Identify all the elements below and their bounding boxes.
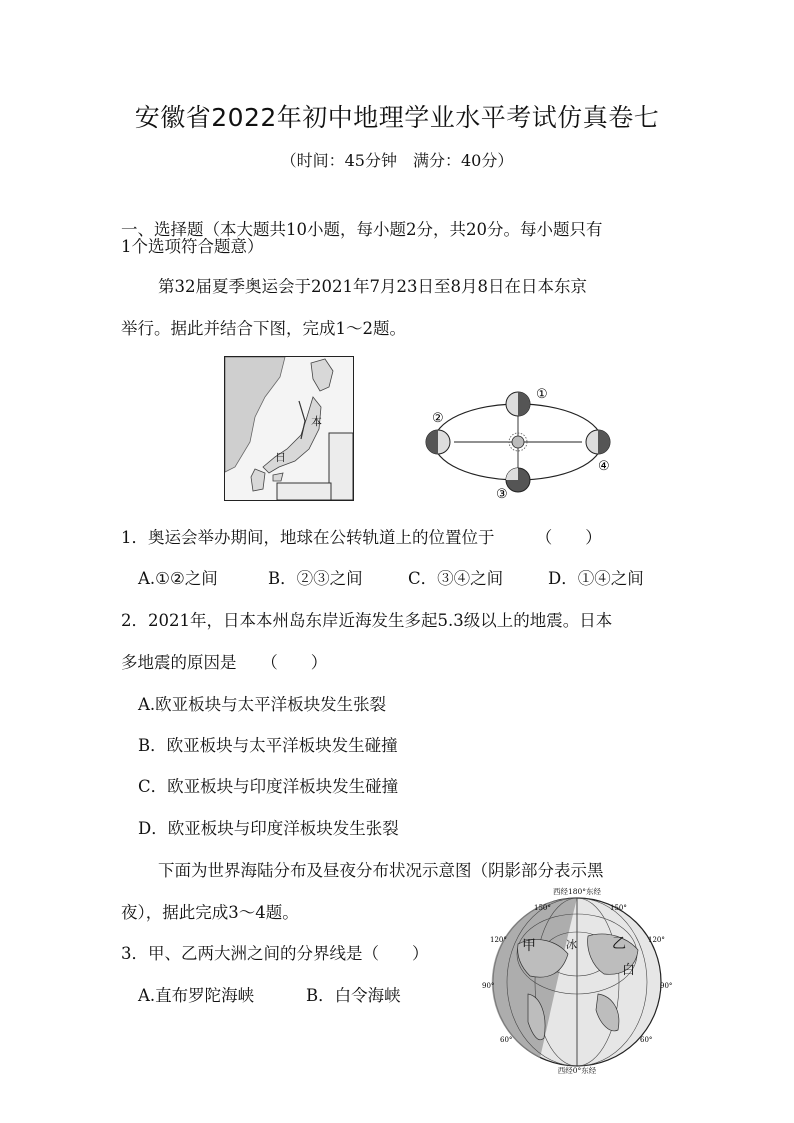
section-heading-cont: 1个选项符合题意） <box>121 237 264 256</box>
orbit-position-3: ③ <box>496 487 508 502</box>
passage-day-night: 下面为世界海陆分布及昼夜分布状况示意图（阴影部分表示黑 <box>158 861 604 880</box>
degree-90-w: 90° <box>482 982 495 990</box>
orbit-position-1: ① <box>536 387 548 402</box>
exam-info: （时间：45分钟 满分：40分） <box>280 151 514 170</box>
label-bai-partial: 白 <box>622 963 636 978</box>
world-globe-drawing <box>478 884 676 1074</box>
passage-olympics: 第32届夏季奥运会于2021年7月23日至8月8日在日本东京 <box>158 277 587 296</box>
globe-top-label: 西经180°东经 <box>552 887 602 896</box>
section-heading: 一、选择题（本大题共10小题，每小题2分，共20分。每小题只有 <box>121 220 603 239</box>
question-1: 1．奥运会举办期间，地球在公转轨道上的位置位于 （ ） <box>121 528 602 547</box>
passage-olympics-cont: 举行。据此并结合下图，完成1～2题。 <box>121 319 406 338</box>
degree-90-e: 90° <box>660 982 673 990</box>
degree-150-e: 150° <box>610 904 627 912</box>
q2-option-c: C．欧亚板块与印度洋板块发生碰撞 <box>138 777 399 796</box>
question-3: 3．甲、乙两大洲之间的分界线是（ ） <box>121 944 429 963</box>
orbit-diagram-drawing <box>418 382 630 502</box>
q2-option-b: B．欧亚板块与太平洋板块发生碰撞 <box>138 736 398 755</box>
question-2-cont: 多地震的原因是 （ ） <box>121 653 328 672</box>
degree-120-e: 120° <box>648 936 665 944</box>
q3-option-a: A.直布罗陀海峡 <box>138 986 255 1005</box>
map-label-hon: 本 <box>311 415 322 428</box>
degree-150-w: 150° <box>534 904 551 912</box>
world-globe-figure <box>478 884 676 1074</box>
label-bing-partial: 冰 <box>566 938 577 951</box>
degree-60-e: 60° <box>640 1036 653 1044</box>
degree-60-w: 60° <box>500 1036 513 1044</box>
globe-bottom-label: 西经0°东经 <box>557 1066 597 1074</box>
orbit-position-4: ④ <box>598 459 610 474</box>
question-2: 2．2021年，日本本州岛东岸近海发生多起5.3级以上的地震。日本 <box>121 611 613 630</box>
passage-day-night-cont: 夜），据此完成3～4题。 <box>121 903 299 922</box>
region-jia: 甲 <box>522 938 536 954</box>
japan-map <box>224 356 354 501</box>
q2-option-d: D．欧亚板块与印度洋板块发生张裂 <box>138 819 399 838</box>
page-title: 安徽省2022年初中地理学业水平考试仿真卷七 <box>134 103 660 132</box>
q1-option-b: B．②③之间 <box>268 569 363 588</box>
q1-option-c: C．③④之间 <box>408 569 504 588</box>
q3-option-b: B．白令海峡 <box>306 986 401 1005</box>
map-label-ri: 日 <box>275 451 286 464</box>
orbit-position-2: ② <box>432 411 444 426</box>
q1-option-a: A.①②之间 <box>138 569 218 588</box>
japan-map-drawing <box>225 357 353 500</box>
degree-120-w: 120° <box>490 936 507 944</box>
q2-option-a: A.欧亚板块与太平洋板块发生张裂 <box>138 695 387 714</box>
region-yi: 乙 <box>612 936 626 952</box>
orbit-diagram <box>418 382 630 502</box>
q1-option-d: D．①④之间 <box>548 569 644 588</box>
